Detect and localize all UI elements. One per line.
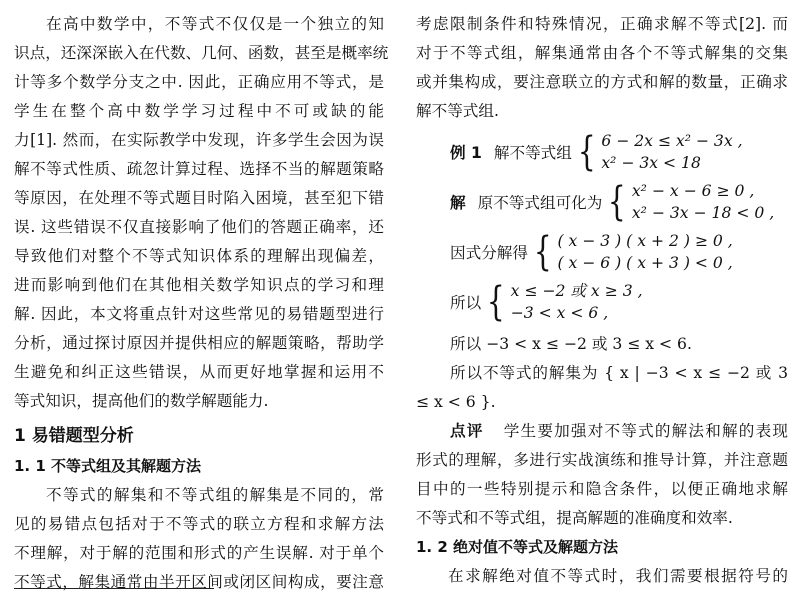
- inequality-system: [632, 180, 774, 224]
- text-line: 不等式的解集和不等式组的解集是不同的，常: [46, 486, 384, 504]
- text-line: 计等多个数学分支之中. 因此，正确应用不等式，是: [14, 73, 384, 91]
- text-line: 误. 这些错误不仅直接影响了他们的答题正确率，还: [14, 218, 384, 236]
- left-brace-icon: {: [533, 229, 552, 275]
- factor-step: [416, 230, 788, 274]
- text-line: 解. 因此，本文将重点针对这些常见的易错题型进行: [14, 305, 384, 323]
- text-line: 解不等式组.: [416, 102, 499, 120]
- inequality-row: x² − 3x < 18: [601, 154, 701, 172]
- text-line: 力[1]. 然而，在实际教学中发现，许多学生会因为误: [14, 131, 384, 149]
- left-brace-icon: {: [487, 279, 505, 325]
- inequality-row: ( x − 3 ) ( x + 2 ) ≥ 0 ,: [557, 232, 733, 250]
- footnote-divider: [14, 588, 214, 589]
- text-line: 考虑限制条件和特殊情况，正确求解不等式[2]. 而: [416, 15, 788, 33]
- text-line: 等式知识，提高他们的数学解题能力.: [14, 392, 269, 410]
- inequality-system: [601, 130, 742, 174]
- text-line: 不理解，对于解的范围和形式的产生误解. 对于单个: [14, 544, 384, 562]
- text-line: [416, 417, 788, 446]
- text-line: 不等式，解集通常由半开区间或闭区间构成，要注意: [14, 573, 384, 591]
- text-line: 不等式和不等式组，提高解题的准确度和效率.: [416, 509, 733, 527]
- inequality-system: [557, 230, 732, 274]
- section-1-1-heading: 1. 1 不等式组及其解题方法: [14, 457, 202, 475]
- section-1-2-paragraph: 在求解绝对值不等式时，我们需要根据符号的: [448, 567, 788, 585]
- inequality-row: x ≤ −2 或 x ≥ 3 ,: [510, 282, 643, 300]
- factor-prefix: 因式分解得: [450, 244, 528, 262]
- comment-text: 学生要加强对不等式的解法和解的表现: [503, 422, 788, 440]
- inequality-system: [511, 280, 643, 324]
- inequality-row: 6 − 2x ≤ x² − 3x ,: [601, 132, 743, 150]
- comment-label: 点评: [450, 422, 484, 440]
- example-label: 例 1: [450, 144, 482, 162]
- example-1: [416, 130, 788, 174]
- text-line: 目中的一些特别提示和隐含条件，以便正确地求解: [416, 480, 788, 498]
- text-line: 导致他们对整个不等式知识体系的理解出现偏差，: [14, 247, 384, 265]
- text-line: 进而影响到他们在其他相关数学知识点的学习和理: [14, 276, 384, 294]
- solution-prefix: 原不等式组可化为: [477, 194, 603, 212]
- inequality-row: x² − 3x − 18 < 0 ,: [631, 204, 775, 222]
- text-line: 对于不等式组，解集通常由各个不等式解集的交集: [416, 44, 788, 62]
- left-brace-icon: {: [577, 129, 596, 175]
- section-1-heading: 1 易错题型分析: [14, 426, 134, 446]
- left-column: [14, 10, 389, 597]
- left-brace-icon: {: [608, 179, 627, 225]
- section-1-2-heading: 1. 2 绝对值不等式及解题方法: [416, 538, 619, 556]
- text-line: 或并集构成，要注意联立的方式和解的数量，正确求: [416, 73, 788, 91]
- text-line: 在高中数学中，不等式不仅仅是一个独立的知: [46, 15, 384, 33]
- so-prefix: 所以: [450, 294, 482, 312]
- continued-paragraph: [416, 10, 788, 126]
- inequality-row: ( x − 6 ) ( x + 3 ) < 0 ,: [557, 254, 733, 272]
- solution-label: 解: [450, 194, 466, 212]
- result-line: 所以 −3 < x ≤ −2 或 3 ≤ x < 6.: [450, 335, 692, 353]
- text-line: 等原因，在处理不等式题目时陷入困境，甚至犯下错: [14, 189, 384, 207]
- text-line: 形式的理解，多进行实战演练和推导计算，并注意题: [416, 451, 788, 469]
- text-line: 解不等式性质、疏忽计算过程、选择不当的解题策略: [14, 160, 384, 178]
- text-line: 分析，通过探讨原因并提供相应的解题策略，帮助学: [14, 334, 384, 352]
- text-line: 生避免和纠正这些错误，从而更好地掌握和运用不: [14, 363, 384, 381]
- intro-paragraph: [14, 10, 389, 416]
- section-1-1-paragraph: [14, 481, 384, 597]
- solution-step: [416, 180, 788, 224]
- example-prefix: 解不等式组: [493, 144, 572, 162]
- text-line: 识点，还深深嵌入在代数、几何、函数，甚至是概率统: [14, 44, 389, 62]
- so-step: [416, 280, 788, 324]
- text-line: 学生在整个高中数学学习过程中不可或缺的能: [14, 102, 384, 120]
- text-line: 见的易错点包括对于不等式的联立方程和求解方法: [14, 515, 384, 533]
- inequality-row: −3 < x < 6 ,: [510, 304, 609, 322]
- inequality-row: x² − x − 6 ≥ 0 ,: [631, 182, 755, 200]
- solution-set-line: 所以不等式的解集为 { x | −3 < x ≤ −2 或 3: [450, 364, 788, 382]
- right-column: [416, 10, 788, 591]
- comment-paragraph: [416, 417, 788, 533]
- solution-set-line: ≤ x < 6 }.: [416, 393, 496, 411]
